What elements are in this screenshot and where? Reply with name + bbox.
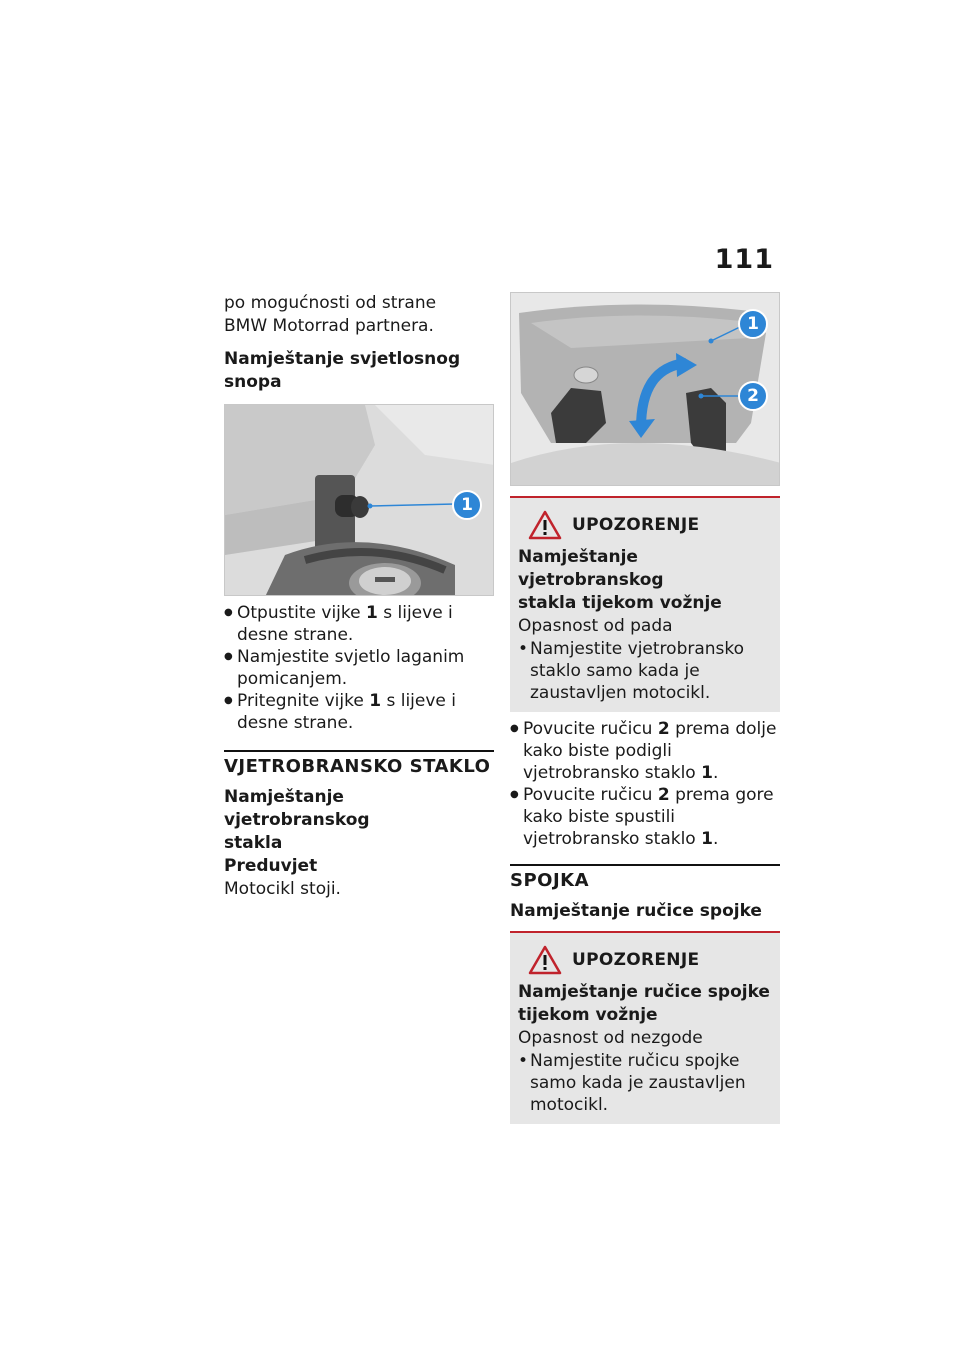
clutch-section-title: SPOJKA (510, 870, 590, 891)
clutch-heading: Namještanje ručice spojke (510, 901, 762, 921)
warning-box-clutch (510, 931, 780, 1124)
list-item: ● Namjestite svjetlo laganim pomicanjem. (224, 646, 494, 690)
warning-title: Namještanje ručice spojke tijekom vožnje (518, 982, 770, 1025)
section-divider (224, 750, 494, 752)
precondition-label: Preduvjet (224, 856, 318, 876)
headlight-figure (224, 404, 494, 596)
warning-label: UPOZORENJE (572, 950, 700, 970)
list-item: • Namjestite vjetrobransko staklo samo kada je zaustavljen motocikl. (518, 638, 772, 704)
precondition-text: Motocikl stoji. (224, 879, 341, 899)
warning-label: UPOZORENJE (572, 515, 700, 535)
intro-text: po mogućnosti od strane BMW Motorrad partnera. (224, 293, 437, 336)
section-divider (510, 864, 780, 866)
warning-triangle-icon (528, 945, 562, 975)
callout-1-badge: 1 (738, 309, 768, 339)
warning-risk: Opasnost od nezgode (518, 1028, 703, 1048)
windshield-figure (510, 292, 780, 486)
right-column (510, 292, 780, 1124)
list-item: • Namjestite ručicu spojke samo kada je zaustavljen motocikl. (518, 1050, 772, 1116)
windshield-section-title: VJETROBRANSKO STAKLO (224, 756, 491, 777)
callout-1-badge: 1 (452, 490, 482, 520)
windshield-steps-list (510, 718, 780, 850)
beam-steps-list (224, 602, 494, 734)
warning-triangle-icon (528, 510, 562, 540)
warning-title: Namještanje vjetrobranskog stakla tijekom vožnje (518, 547, 722, 613)
warning-risk: Opasnost od pada (518, 616, 673, 636)
list-item: ● Otpustite vijke 1 s lijeve i desne strane. (224, 602, 494, 646)
warning-box-windshield (510, 496, 780, 712)
list-item: ● Pritegnite vijke 1 s lijeve i desne strane. (224, 690, 494, 734)
left-column (224, 292, 494, 901)
list-item: ● Povucite ručicu 2 prema gore kako biste spustili vjetrobransko staklo 1. (510, 784, 780, 850)
page-number: 111 (714, 244, 774, 275)
beam-heading: Namještanje svjetlosnog snopa (224, 349, 461, 392)
callout-2-badge: 2 (738, 381, 768, 411)
list-item: ● Povucite ručicu 2 prema dolje kako biste podigli vjetrobransko staklo 1. (510, 718, 780, 784)
warning-list (518, 638, 772, 704)
windshield-heading: Namještanje vjetrobranskog stakla (224, 787, 370, 853)
warning-list (518, 1050, 772, 1116)
